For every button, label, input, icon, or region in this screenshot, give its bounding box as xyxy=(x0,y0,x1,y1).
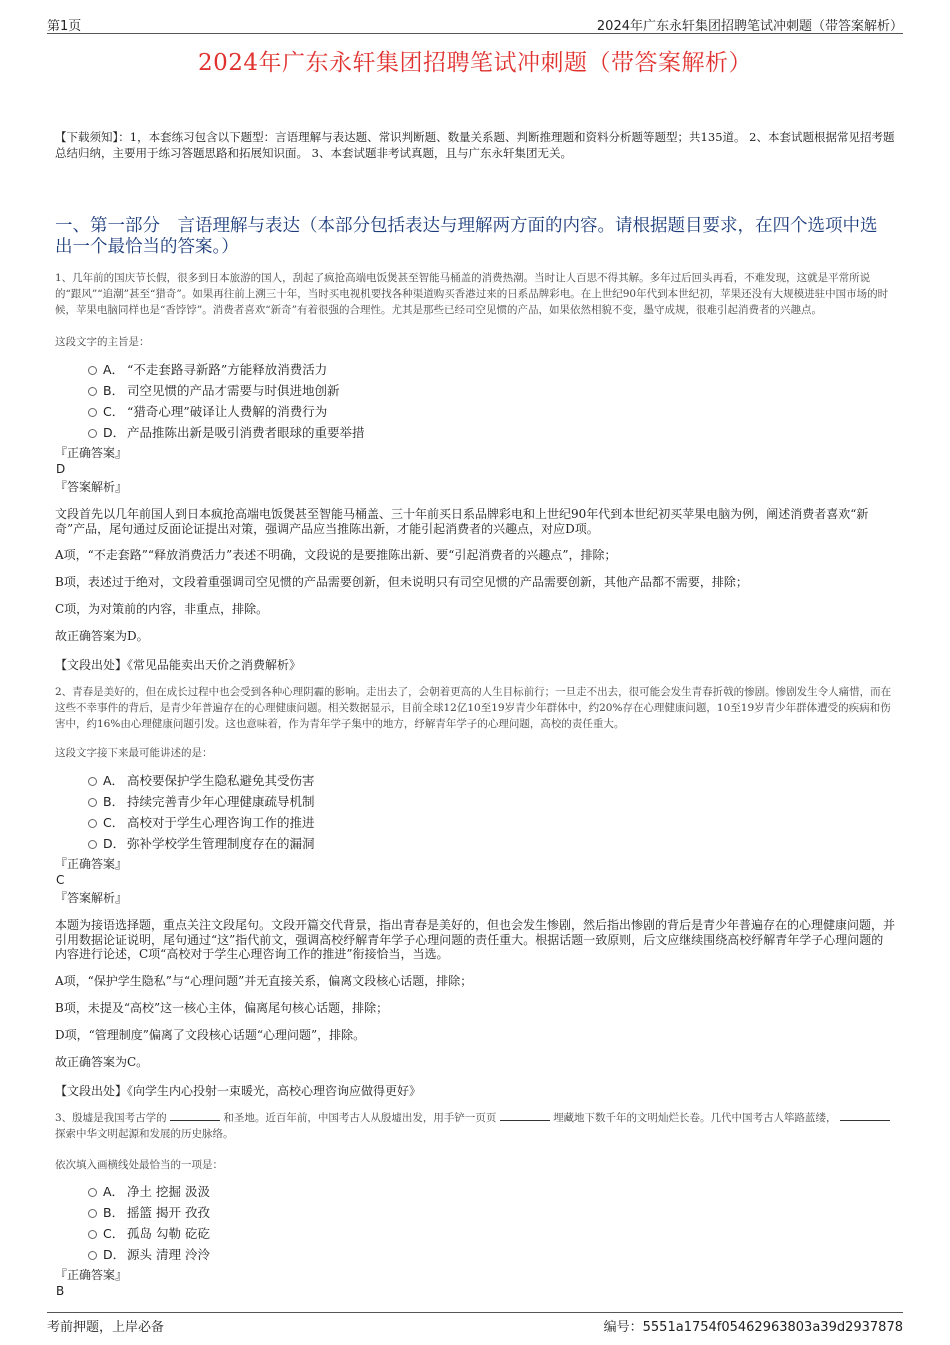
q1-explanation-5: 故正确答案为D。 xyxy=(55,629,149,643)
section-heading: 一、第一部分 言语理解与表达（本部分包括表达与理解两方面的内容。请根据题目要求，在四个选项中选出一个最恰当的答案。） xyxy=(55,216,878,257)
q1-option-b[interactable]: B． 司空见惯的产品才需要与时俱进地创新 xyxy=(88,379,365,400)
q2-answer: C xyxy=(56,873,65,887)
q2-option-c[interactable]: C． 高校对于学生心理咨询工作的推进 xyxy=(88,811,315,832)
q1-prompt: 这段文字的主旨是： xyxy=(55,336,150,348)
radio-icon[interactable] xyxy=(88,798,97,807)
header-doc-title: 2024年广东永轩集团招聘笔试冲刺题（带答案解析） xyxy=(596,19,903,34)
page-number: 第1页 xyxy=(47,19,82,34)
q1-explanation-4: C项，为对策前的内容，非重点，排除。 xyxy=(55,602,269,616)
page-footer xyxy=(47,1312,903,1339)
document-title: 2024年广东永轩集团招聘笔试冲刺题（带答案解析） xyxy=(197,50,753,76)
q3-answer-label: 『正确答案』 xyxy=(55,1268,128,1282)
q3-options xyxy=(88,1180,210,1264)
q1-option-d[interactable]: D． 产品推陈出新是吸引消费者眼球的重要举措 xyxy=(88,421,365,442)
q3-option-c[interactable]: C． 孤岛 勾勒 矻矻 xyxy=(88,1222,210,1243)
q1-source: 【文段出处】《常见品能卖出天价之消费解析》 xyxy=(55,658,302,672)
q2-option-b[interactable]: B． 持续完善青少年心理健康疏导机制 xyxy=(88,790,315,811)
radio-icon[interactable] xyxy=(88,819,97,828)
q3-answer: B xyxy=(56,1284,65,1298)
q1-options xyxy=(88,358,365,442)
q3-option-a[interactable]: A． 净土 挖掘 汲汲 xyxy=(88,1180,210,1201)
q2-answer-label: 『正确答案』 xyxy=(55,857,128,871)
footer-slogan: 考前押题，上岸必备 xyxy=(47,1320,165,1335)
q2-source: 【文段出处】《向学生内心投射一束暖光，高校心理咨询应做得更好》 xyxy=(55,1084,422,1098)
q1-option-c[interactable]: C． “猎奇心理”破译让人费解的消费行为 xyxy=(88,400,365,421)
radio-icon[interactable] xyxy=(88,777,97,786)
q1-analysis-label: 『答案解析』 xyxy=(55,480,128,494)
q3-option-b[interactable]: B． 摇篮 揭开 孜孜 xyxy=(88,1201,210,1222)
q2-option-a[interactable]: A． 高校要保护学生隐私避免其受伤害 xyxy=(88,769,315,790)
q2-analysis-label: 『答案解析』 xyxy=(55,891,128,905)
q2-explanation-3: B项，未提及“高校”这一核心主体，偏离尾句核心话题，排除； xyxy=(55,1001,389,1015)
q3-stem: 3、殷墟是我国考古学的 和圣地。近百年前，中国考古人从殷墟出发，用手铲一页页 埋藏地下数千年的文明灿烂长卷。几代中国考古人筚路蓝缕， 探索中华文明起源和发展的历史脉络。 xyxy=(55,1110,895,1142)
radio-icon[interactable] xyxy=(88,1188,97,1197)
fill-blank-2 xyxy=(500,1110,550,1121)
q3-option-d[interactable]: D． 源头 清理 泠泠 xyxy=(88,1243,210,1264)
q2-prompt: 这段文字接下来最可能讲述的是： xyxy=(55,747,213,759)
q1-explanation-1: 文段首先以几年前国人到日本疯抢高端电饭煲甚至智能马桶盖、三十年前买日系品牌彩电和上世纪90年代到本世纪初买苹果电脑为例，阐述消费者喜欢“新奇”产品，尾句通过反面论证提出对策，强调产品应当推陈出新，才能引起消费者的兴趣点，对应D项。 xyxy=(55,507,869,536)
footer-code: 编号：5551a1754f05462963803a39d2937878 xyxy=(603,1320,903,1335)
radio-icon[interactable] xyxy=(88,387,97,396)
radio-icon[interactable] xyxy=(88,429,97,438)
q1-explanation-3: B项，表述过于绝对，文段着重强调司空见惯的产品需要创新，但未说明只有司空见惯的产品需要创新，其他产品都不需要，排除； xyxy=(55,575,748,589)
q3-prompt: 依次填入画横线处最恰当的一项是： xyxy=(55,1159,223,1171)
q1-answer: D xyxy=(56,462,66,476)
radio-icon[interactable] xyxy=(88,408,97,417)
q2-explanation-5: 故正确答案为C。 xyxy=(55,1055,149,1069)
radio-icon[interactable] xyxy=(88,1251,97,1260)
q1-answer-label: 『正确答案』 xyxy=(55,446,128,460)
q1-explanation-2: A项，“不走套路”“释放消费活力”表述不明确，文段说的是要推陈出新、要“引起消费者的兴趣点”，排除； xyxy=(55,548,617,562)
q2-explanation-2: A项，“保护学生隐私”与“心理问题”并无直接关系，偏离文段核心话题，排除； xyxy=(55,974,473,988)
q1-stem: 1、几年前的国庆节长假，很多到日本旅游的国人，刮起了疯抢高端电饭煲甚至智能马桶盖的消费热潮。当时让人百思不得其解。多年过后回头再看，不难发现，这就是平常所说的“跟风”“追潮”甚至“猎奇”。如果再往前上溯三十年，当时买电视机要找各种渠道购买香港过来的日系品牌彩电。在上世纪90年代到本世纪初，苹果还没有大规模进驻中国市场的时候，苹果电脑同样也是“香饽饽”。消费者喜欢“新奇”有着很强的合理性。尤其是那些已经司空见惯的产品，如果依然相貌不变，墨守成规，很难引起消费者的兴趣点。 xyxy=(55,272,889,316)
radio-icon[interactable] xyxy=(88,840,97,849)
q2-stem: 2、青春是美好的，但在成长过程中也会受到各种心理阴霾的影响。走出去了，会朝着更高的人生目标前行；一旦走不出去，很可能会发生青春折戟的惨剧。惨剧发生令人痛惜，而在这些不幸事件的背后，是青少年普遍存在的心理健康问题。相关数据显示，目前全球12亿10至19岁青少年群体中，约20%存在心理健康问题，10至19岁青少年群体遭受的疾病和伤害中，约16%由心理健康问题引发。这也意味着，作为青年学子集中的地方，纾解青年学子的心理问题，高校的责任重大。 xyxy=(55,686,892,730)
q2-option-d[interactable]: D． 弥补学校学生管理制度存在的漏洞 xyxy=(88,832,315,853)
q2-explanation-1: 本题为接语选择题，重点关注文段尾句。文段开篇交代背景，指出青春是美好的，但也会发生惨剧，然后指出惨剧的背后是青少年普遍存在的心理健康问题，并引用数据论证说明，尾句通过“这”指代前文，强调高校纾解青年学子心理问题的责任重大。根据话题一致原则，后文应继续围绕高校纾解青年学子心理问题的内容进行论述，C项“高校对于学生心理咨询工作的推进”衔接恰当，当选。 xyxy=(55,918,896,961)
radio-icon[interactable] xyxy=(88,366,97,375)
fill-blank-1 xyxy=(170,1110,220,1121)
page-header xyxy=(47,13,903,34)
radio-icon[interactable] xyxy=(88,1230,97,1239)
q1-option-a[interactable]: A． “不走套路寻新路”方能释放消费活力 xyxy=(88,358,365,379)
radio-icon[interactable] xyxy=(88,1209,97,1218)
download-notice: 【下载须知】：1，本套练习包含以下题型：言语理解与表达题、常识判断题、数量关系题、判断推理题和资料分析题等题型；共135道。 2、本套试题根据常见招考题总结归纳，主要用于练习答题思路和拓展知识面。 3、本套试题非考试真题，且与广东永轩集团无关。 xyxy=(55,130,895,160)
fill-blank-3 xyxy=(840,1110,890,1121)
q2-options xyxy=(88,769,315,853)
q2-explanation-4: D项，“管理制度”偏离了文段核心话题“心理问题”，排除。 xyxy=(55,1028,366,1042)
